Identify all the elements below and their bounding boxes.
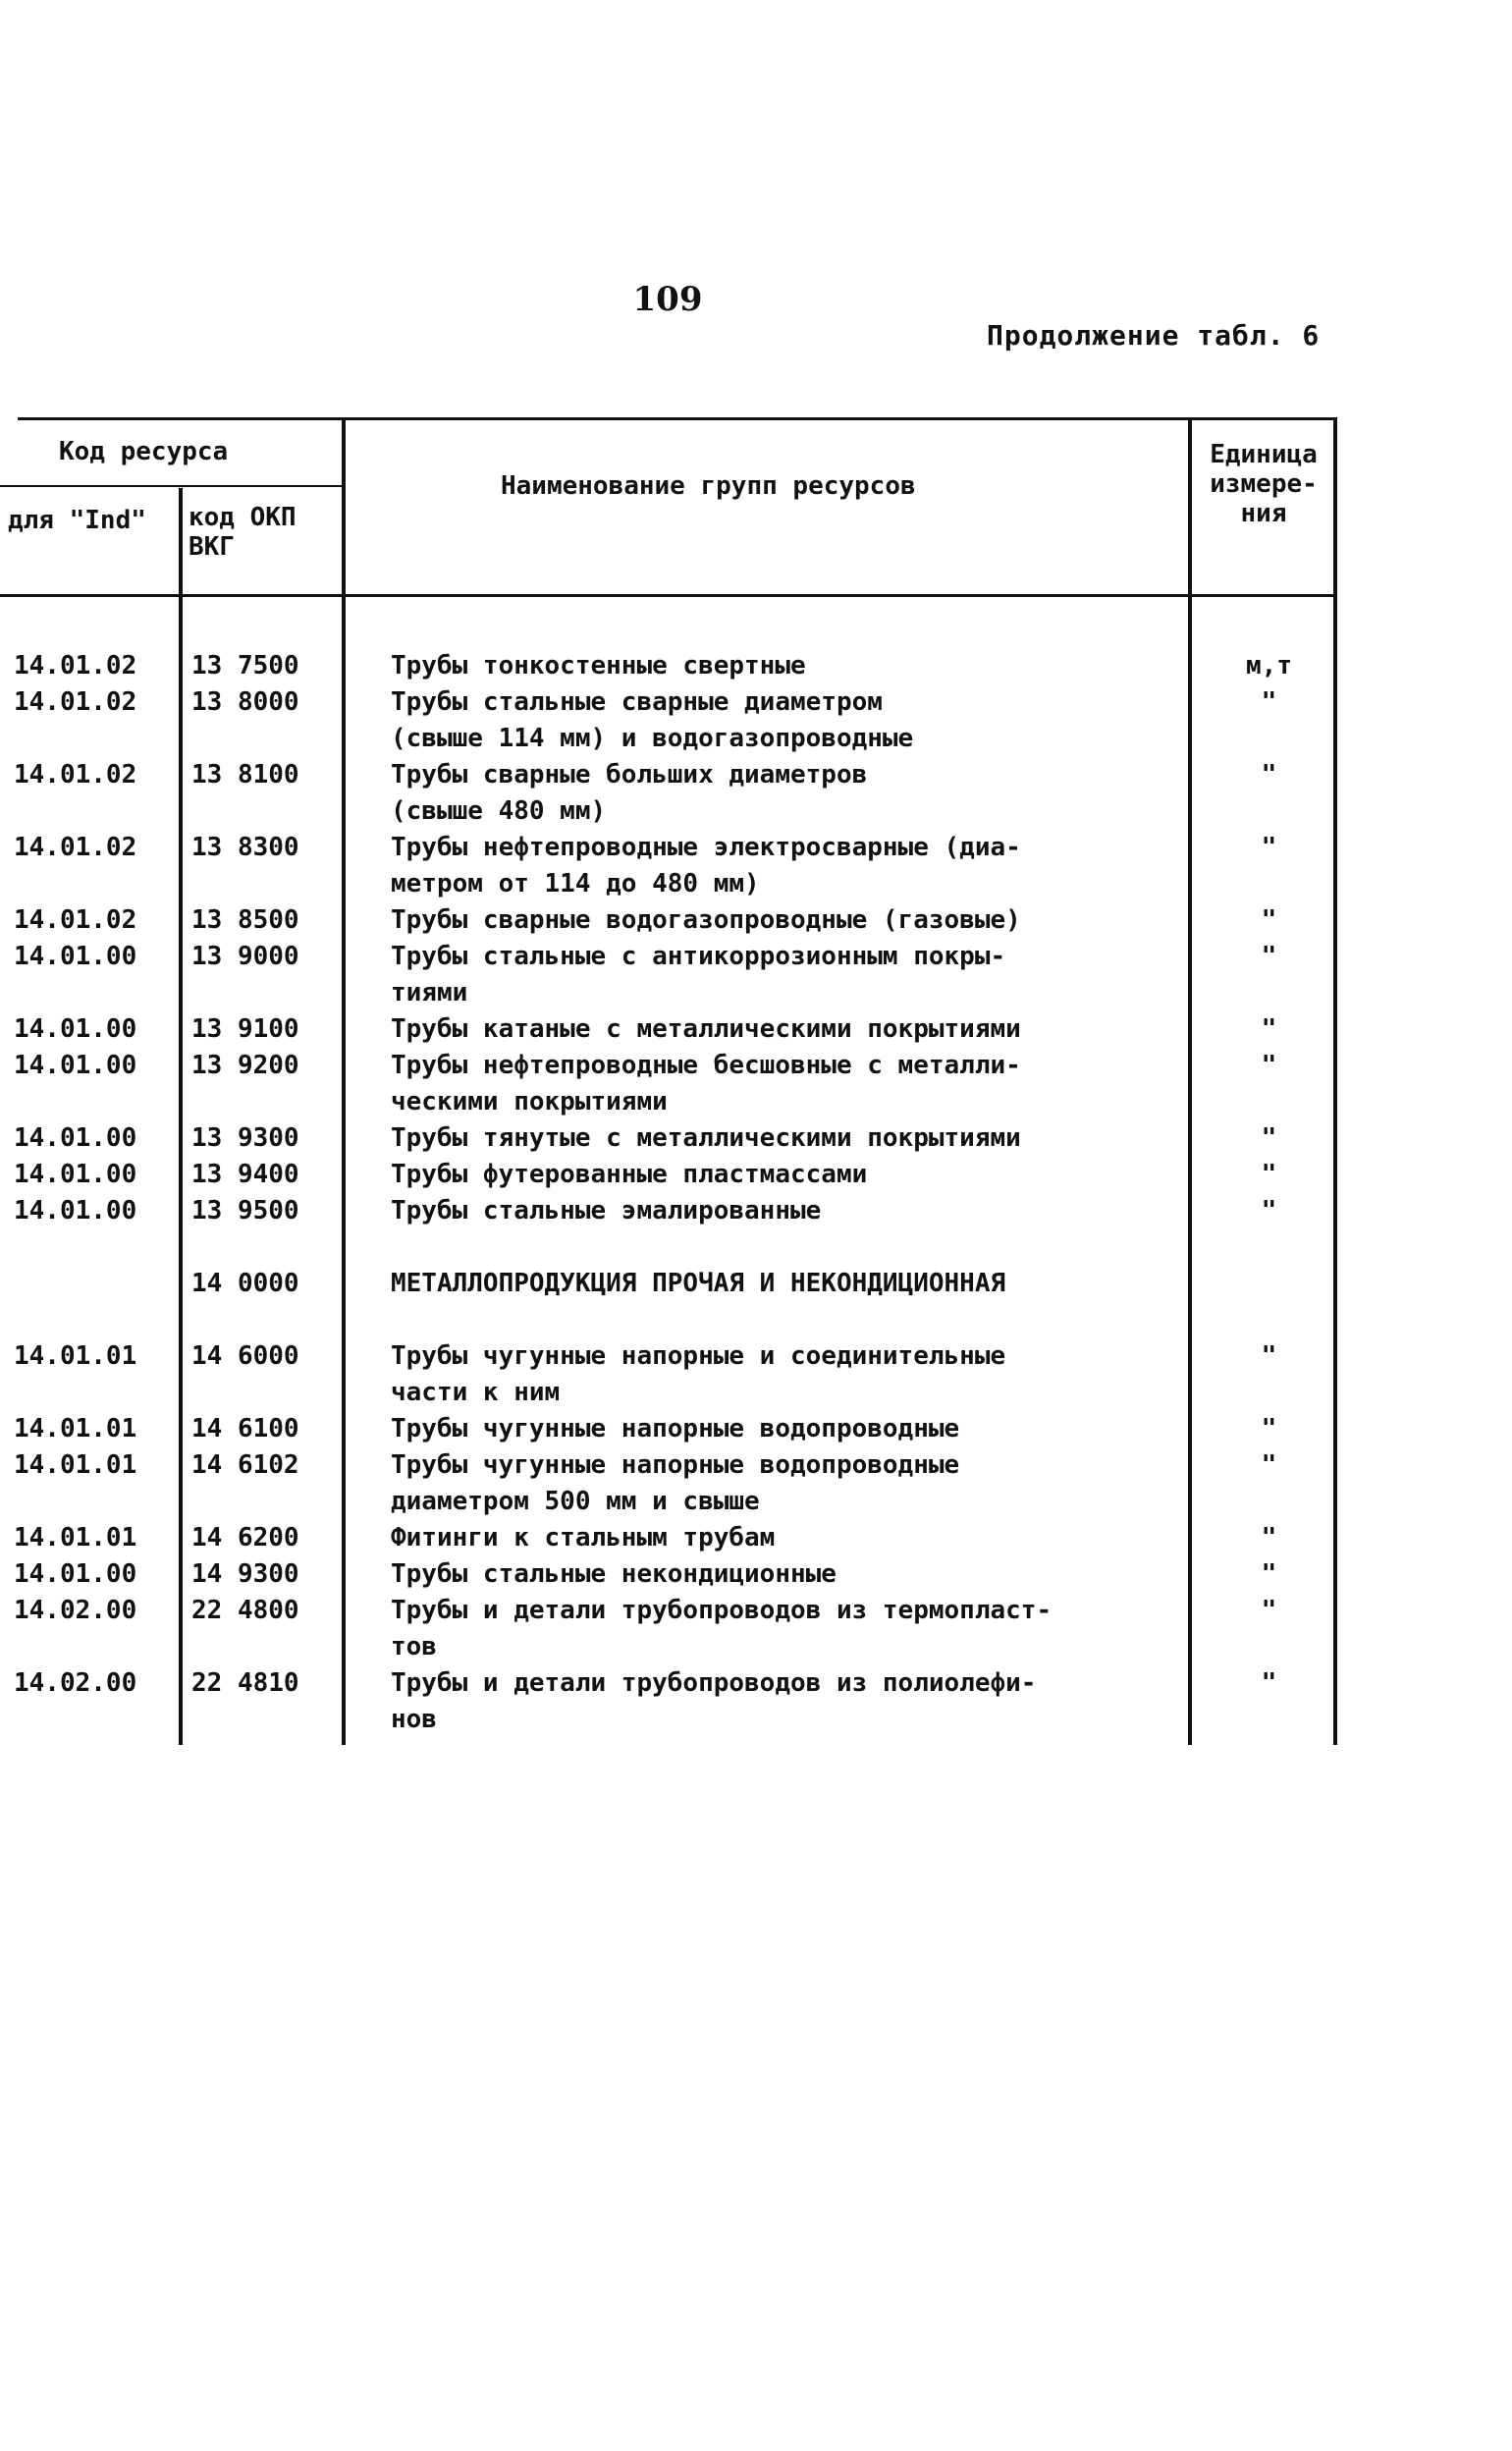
row-unit: "	[1261, 760, 1277, 790]
row-unit: "	[1261, 1523, 1277, 1552]
row-name: Трубы чугунные напорные водопроводные	[391, 1414, 960, 1443]
table-continuation-label: Продолжение табл. 6	[987, 319, 1321, 352]
row-okp-code: 14 0000	[191, 1269, 299, 1298]
row-name: МЕТАЛЛОПРОДУКЦИЯ ПРОЧАЯ И НЕКОНДИЦИОННАЯ	[391, 1269, 1006, 1298]
row-okp-code: 13 7500	[191, 651, 299, 681]
row-okp-code: 22 4810	[191, 1668, 299, 1698]
row-ind-code: 14.01.02	[14, 687, 137, 717]
row-unit: "	[1261, 1051, 1277, 1080]
row-unit: "	[1261, 1123, 1277, 1153]
header-for-ind: для "Ind"	[8, 506, 146, 535]
row-name: Трубы сварные водогазопроводные (газовые)	[391, 905, 1021, 935]
row-name: Трубы нефтепроводные бесшовные с металли- ческими покрытиями	[391, 1051, 1021, 1117]
row-name: Трубы стальные некондиционные	[391, 1559, 837, 1589]
row-unit: "	[1261, 1668, 1277, 1698]
row-unit: "	[1261, 833, 1277, 862]
row-name: Трубы стальные эмалированные	[391, 1196, 822, 1226]
header-resource-code: Код ресурса	[59, 437, 229, 466]
row-okp-code: 13 8100	[191, 760, 299, 790]
row-ind-code: 14.01.02	[14, 651, 137, 681]
row-okp-code: 13 9000	[191, 942, 299, 971]
row-okp-code: 13 9300	[191, 1123, 299, 1153]
row-name: Трубы чугунные напорные водопроводные диаметром 500 мм и свыше	[391, 1450, 960, 1516]
row-ind-code: 14.01.00	[14, 1014, 137, 1044]
row-okp-code: 14 9300	[191, 1559, 299, 1589]
row-unit: "	[1261, 1014, 1277, 1044]
row-ind-code: 14.01.01	[14, 1523, 137, 1552]
header-okp-code: код ОКП ВКГ	[189, 503, 297, 562]
row-okp-code: 14 6100	[191, 1414, 299, 1443]
row-name: Трубы тянутые с металлическими покрытиями	[391, 1123, 1021, 1153]
row-ind-code: 14.01.00	[14, 1559, 137, 1589]
row-ind-code: 14.02.00	[14, 1596, 137, 1625]
row-name: Трубы и детали трубопроводов из термопласт- тов	[391, 1596, 1053, 1661]
row-unit: "	[1261, 942, 1277, 971]
row-name: Трубы стальные сварные диаметром (свыше 114 мм) и водогазопроводные	[391, 687, 914, 753]
row-okp-code: 13 9500	[191, 1196, 299, 1226]
row-ind-code: 14.01.00	[14, 1160, 137, 1189]
row-unit: "	[1261, 1559, 1277, 1589]
row-unit: "	[1261, 1450, 1277, 1480]
row-name: Трубы и детали трубопроводов из полиолефи- нов	[391, 1668, 1037, 1734]
row-unit: "	[1261, 1414, 1277, 1443]
row-name: Трубы чугунные напорные и соединительные части к ним	[391, 1341, 1006, 1407]
row-name: Трубы катаные с металлическими покрытиями	[391, 1014, 1021, 1044]
row-name: Трубы тонкостенные свертные	[391, 651, 806, 681]
row-unit: "	[1261, 687, 1277, 717]
row-unit: "	[1261, 1596, 1277, 1625]
row-okp-code: 13 9100	[191, 1014, 299, 1044]
row-okp-code: 13 8300	[191, 833, 299, 862]
page-number: 109	[632, 280, 703, 319]
row-ind-code: 14.01.02	[14, 833, 137, 862]
row-unit: "	[1261, 1196, 1277, 1226]
row-okp-code: 13 8000	[191, 687, 299, 717]
row-ind-code: 14.01.01	[14, 1450, 137, 1480]
row-okp-code: 14 6102	[191, 1450, 299, 1480]
row-okp-code: 13 8500	[191, 905, 299, 935]
header-unit: Единица измере- ния	[1210, 440, 1318, 528]
row-ind-code: 14.01.02	[14, 760, 137, 790]
row-ind-code: 14.01.00	[14, 1196, 137, 1226]
row-ind-code: 14.02.00	[14, 1668, 137, 1698]
row-unit: "	[1261, 905, 1277, 935]
row-unit: "	[1261, 1341, 1277, 1371]
row-name: Фитинги к стальным трубам	[391, 1523, 776, 1552]
row-okp-code: 13 9400	[191, 1160, 299, 1189]
row-okp-code: 22 4800	[191, 1596, 299, 1625]
row-ind-code: 14.01.00	[14, 1051, 137, 1080]
row-ind-code: 14.01.01	[14, 1341, 137, 1371]
row-ind-code: 14.01.01	[14, 1414, 137, 1443]
header-bottom-border	[0, 594, 1335, 597]
row-okp-code: 14 6200	[191, 1523, 299, 1552]
header-sub-border	[0, 485, 344, 487]
row-ind-code: 14.01.00	[14, 942, 137, 971]
table-top-border	[18, 417, 1335, 420]
row-ind-code: 14.01.00	[14, 1123, 137, 1153]
header-group-name: Наименование групп ресурсов	[501, 471, 916, 501]
row-unit: м,т	[1246, 651, 1292, 681]
row-okp-code: 13 9200	[191, 1051, 299, 1080]
row-name: Трубы сварные больших диаметров (свыше 480 мм)	[391, 760, 868, 826]
row-name: Трубы нефтепроводные электросварные (диа- метром от 114 до 480 мм)	[391, 833, 1021, 899]
row-unit: "	[1261, 1160, 1277, 1189]
row-ind-code: 14.01.02	[14, 905, 137, 935]
row-okp-code: 14 6000	[191, 1341, 299, 1371]
row-name: Трубы футерованные пластмассами	[391, 1160, 868, 1189]
row-name: Трубы стальные с антикоррозионным покры- тиями	[391, 942, 1006, 1008]
